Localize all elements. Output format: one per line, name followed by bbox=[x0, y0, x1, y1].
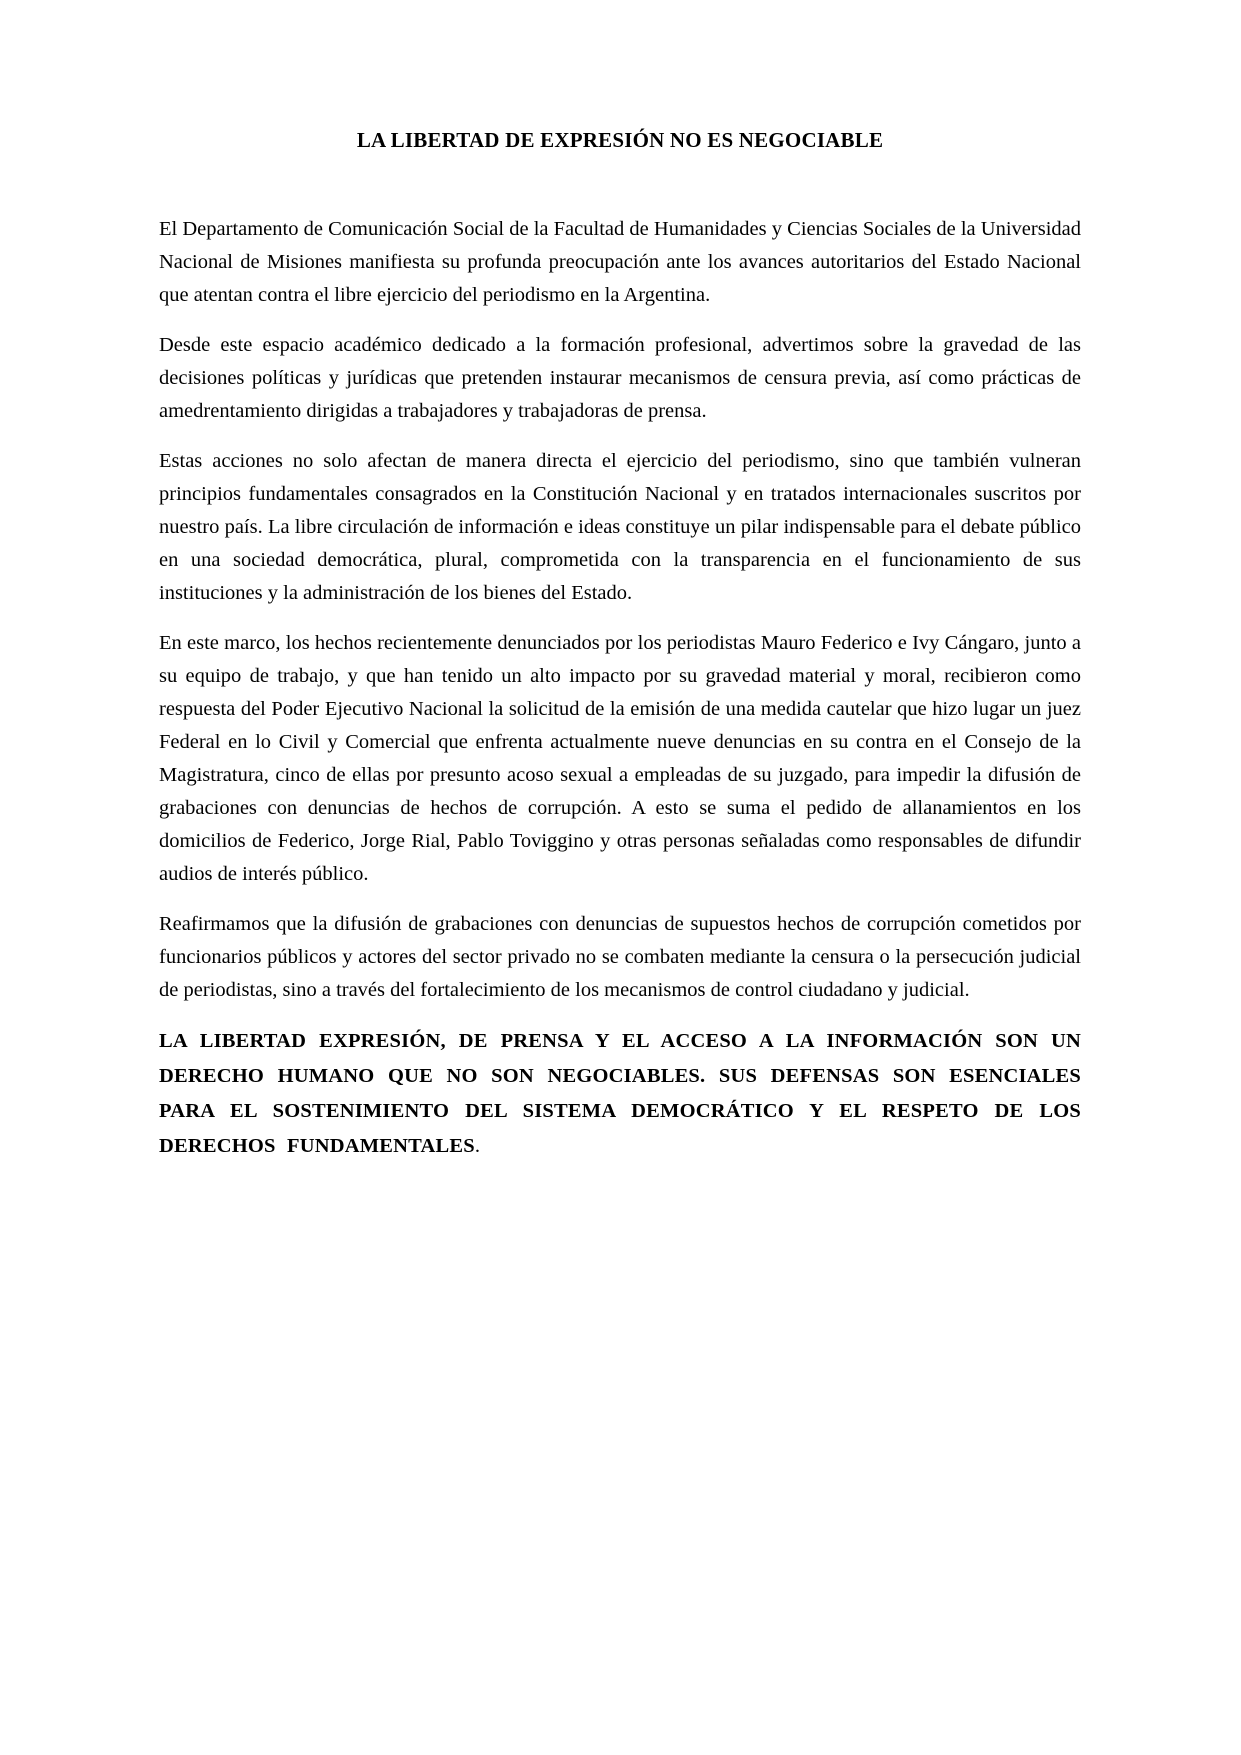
document-title: LA LIBERTAD DE EXPRESIÓN NO ES NEGOCIABLE bbox=[356, 128, 884, 152]
closing-statement-bold-text: LA LIBERTAD EXPRESIÓN, DE PRENSA Y EL ACCESO A LA INFORMACIÓN SON UN DERECHO HUMANO QUE NO SON NEGOCIABLES. SUS DEFENSAS SON ESENCIALES PARA EL SOSTENIMIENTO DEL SISTEMA DEMOCRÁTICO Y EL RESPETO DE LOS DERECHOS FUNDAMENTALES bbox=[159, 1030, 1081, 1157]
closing-statement-period: . bbox=[474, 1135, 480, 1157]
paragraph-hechos-denunciados: En este marco, los hechos recientemente denunciados por los periodistas Mauro Federico e Ivy Cángaro, junto a su equipo de trabajo, y que han tenido un alto impacto por su gravedad material y moral, recibieron como respuesta del Poder Ejecutivo Nacional la solicitud de la emisión de una medida cautelar que hizo lugar un juez Federal en lo Civil y Comercial que enfrenta actualmente nueve denuncias en su contra en el Consejo de la Magistratura, cinco de ellas por presunto acoso sexual a empleadas de su juzgado, para impedir la difusión de grabaciones con denuncias de hechos de corrupción. A esto se suma el pedido de allanamientos en los domicilios de Federico, Jorge Rial, Pablo Toviggino y otras personas señaladas como responsables de difundir audios de interés público. bbox=[159, 632, 1081, 885]
document-content bbox=[159, 128, 1081, 1164]
paragraph-preocupacion: El Departamento de Comunicación Social de la Facultad de Humanidades y Ciencias Sociales de la Universidad Nacional de Misiones manifiesta su profunda preocupación ante los avances autoritarios del Estado Nacional que atentan contra el libre ejercicio del periodismo en la Argentina. bbox=[159, 218, 1081, 306]
paragraph-espacio-academico: Desde este espacio académico dedicado a la formación profesional, advertimos sobre la gravedad de las decisiones políticas y jurídicas que pretenden instaurar mecanismos de censura previa, así como prácticas de amedrentamiento dirigidas a trabajadores y trabajadoras de prensa. bbox=[159, 334, 1081, 422]
paragraph-constitucion: Estas acciones no solo afectan de manera directa el ejercicio del periodismo, sino que también vulneran principios fundamentales consagrados en la Constitución Nacional y en tratados internacionales suscritos por nuestro país. La libre circulación de información e ideas constituye un pilar indispensable para el debate público en una sociedad democrática, plural, comprometida con la transparencia en el funcionamiento de sus instituciones y la administración de los bienes del Estado. bbox=[159, 450, 1081, 604]
closing-statement bbox=[159, 1024, 1081, 1164]
paragraph-reafirmamos: Reafirmamos que la difusión de grabaciones con denuncias de supuestos hechos de corrupción cometidos por funcionarios públicos y actores del sector privado no se combaten mediante la censura o la persecución judicial de periodistas, sino a través del fortalecimiento de los mecanismos de control ciudadano y judicial. bbox=[159, 913, 1081, 1001]
